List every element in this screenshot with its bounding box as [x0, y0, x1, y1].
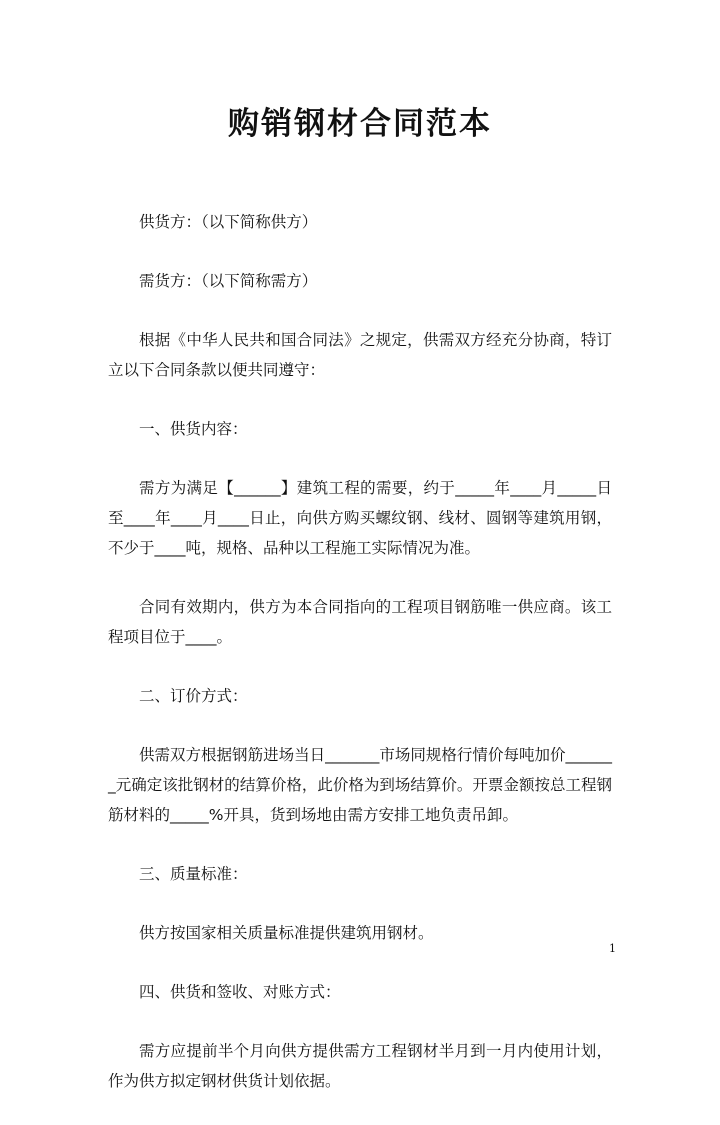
exclusive-supplier-paragraph: 合同有效期内，供方为本合同指向的工程项目钢筋唯一供应商。该工程项目位于____。 [108, 598, 612, 646]
section-heading-delivery: 四、供货和签收、对账方式： [139, 983, 341, 1001]
quality-paragraph: 供方按国家相关质量标准提供建筑用钢材。 [139, 924, 434, 942]
document-body [108, 207, 612, 1125]
section-heading-supply-content: 一、供货内容： [139, 420, 248, 438]
supply-content-paragraph: 需方为满足【______】建筑工程的需要，约于_____年____月_____日至____年____月____日止，向供方购买螺纹钢、线材、圆钢等建筑用钢，不少于____吨，规格、品种以工程施工实际情况为准。 [108, 479, 612, 557]
document-title: 购销钢材合同范本 [228, 106, 492, 142]
preamble-paragraph: 根据《中华人民共和国合同法》之规定，供需双方经充分协商，特订立以下合同条款以便共同遵守： [108, 331, 612, 379]
section-heading-pricing: 二、订价方式： [139, 687, 248, 705]
section-heading-quality: 三、质量标准： [139, 865, 248, 883]
delivery-paragraph: 需方应提前半个月向供方提供需方工程钢材半月到一月内使用计划，作为供方拟定钢材供货计划依据。 [108, 1042, 612, 1090]
pricing-paragraph: 供需双方根据钢筋进场当日_______市场同规格行情价每吨加价_______元确定该批钢材的结算价格，此价格为到场结算价。开票金额按总工程钢筋材料的_____%开具，货到场地由需方安排工地负责吊卸。 [108, 746, 612, 824]
supplier-line: 供货方：（以下简称供方） [139, 213, 318, 231]
buyer-line: 需货方：（以下简称需方） [139, 272, 318, 290]
page-number: 1 [609, 942, 616, 955]
